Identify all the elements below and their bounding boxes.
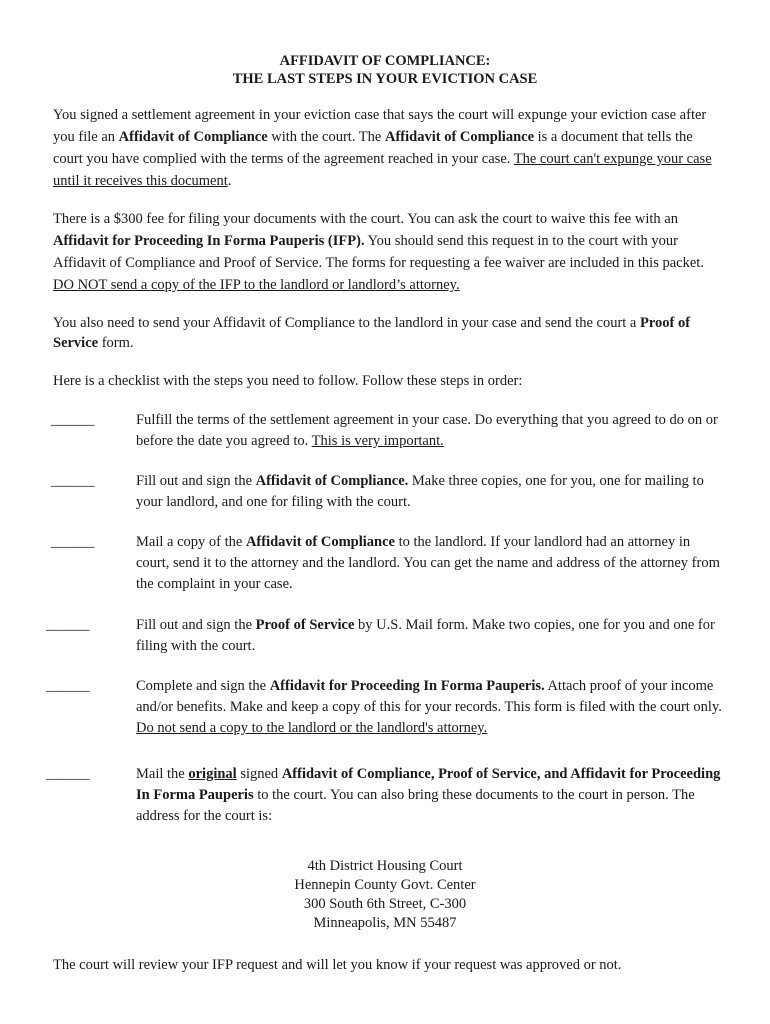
checklist-step-6: Mail the original signed Affidavit of Compliance, Proof of Service, and Affidavit for Proceeding In Forma Pauperis to the court. You can also bring these documents to the court in person. The address for the court is: [136,766,721,824]
document-subtitle: THE LAST STEPS IN YOUR EVICTION CASE [232,71,538,87]
checklist-step-3: Mail a copy of the Affidavit of Compliance to the landlord. If your landlord had an attorney in court, send it to the attorney and the landlord. You can get the name and address of the attorney from the complaint in your case. [136,534,720,592]
checklist-step-4: Fill out and sign the Proof of Service by U.S. Mail form. Make two copies, one for you and one for filing with the court. [136,617,715,654]
checklist-blank-4: ______ [46,617,90,633]
closing-paragraph: The court will review your IFP request and will let you know if your request was approved or not. [53,957,622,973]
court-building: Hennepin County Govt. Center [294,877,476,893]
court-address [0,857,770,933]
checklist-blank-3: ______ [51,534,95,550]
court-street: 300 South 6th Street, C-300 [303,896,467,912]
intro-paragraph-expunge: You signed a settlement agreement in your eviction case that says the court will expunge your eviction case after you file an Affidavit of Compliance with the court. The Affidavit of Compliance is a document that tells the court you have complied with the terms of the agreement reached in your case. The court can't expunge your case until it receives this document. [53,107,712,189]
checklist-step-1: Fulfill the terms of the settlement agreement in your case. Do everything that you agreed to do on or before the date you agreed to. This is very important. [136,412,718,449]
document-title: AFFIDAVIT OF COMPLIANCE: [279,53,491,69]
checklist-step-5: Complete and sign the Affidavit for Proceeding In Forma Pauperis. Attach proof of your income and/or benefits. Make and keep a copy of this for your records. This form is filed with the court only. Do not send a copy to the landlord or the landlord's attorney. [136,678,722,736]
court-name: 4th District Housing Court [307,858,463,874]
checklist-step-2: Fill out and sign the Affidavit of Compliance. Make three copies, one for you, one for mailing to your landlord, and one for filing with the court. [136,473,704,510]
fee-paragraph: There is a $300 fee for filing your documents with the court. You can ask the court to waive this fee with an Affidavit for Proceeding In Forma Pauperis (IFP). You should send this request in to the court with your Affidavit of Compliance and Proof of Service. The forms for requesting a fee waiver are included in this packet. DO NOT send a copy of the IFP to the landlord or landlord’s attorney. [53,211,704,293]
proof-of-service-paragraph: You also need to send your Affidavit of Compliance to the landlord in your case and send the court a Proof of Service form. [53,315,691,351]
court-city: Minneapolis, MN 55487 [313,915,457,931]
checklist-blank-6: ______ [46,766,90,782]
checklist-blank-2: ______ [51,473,95,489]
checklist-intro: Here is a checklist with the steps you need to follow. Follow these steps in order: [53,373,523,389]
checklist-blank-1: ______ [51,412,95,428]
checklist-blank-5: ______ [46,678,90,694]
